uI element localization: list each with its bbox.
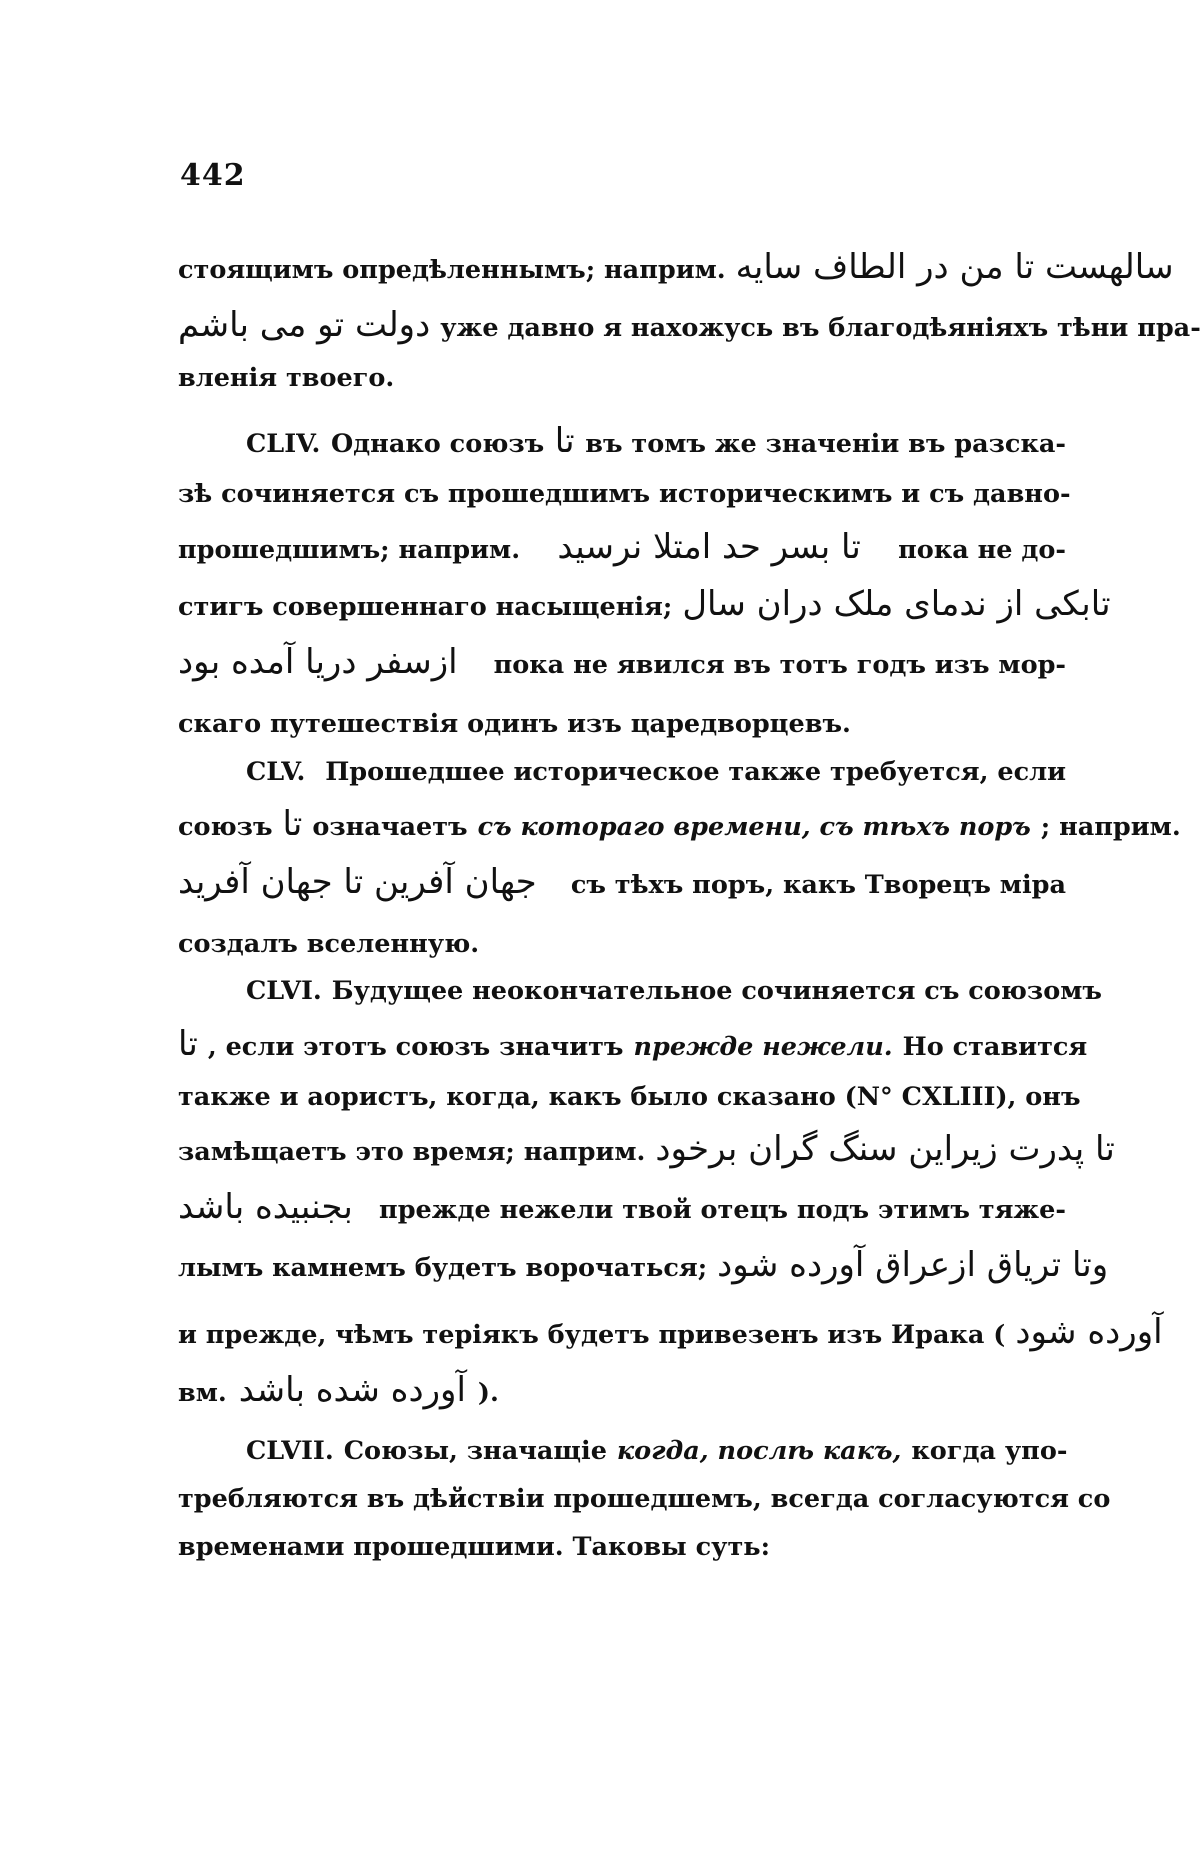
line-text: прошедшимъ; наприм. xyxy=(178,534,521,565)
line-text: когда упо- xyxy=(911,1436,1068,1467)
persian-text: ازسفر دریا آمده بود xyxy=(178,642,458,683)
section-heading: CLV. xyxy=(246,756,306,787)
persian-text: تا xyxy=(282,804,303,845)
line-text: въ томъ же значеніи въ разска- xyxy=(585,429,1066,460)
line-text: Прошедшее историческое также требуется, если xyxy=(325,756,1066,787)
persian-text: دولت تو می باشم xyxy=(178,304,431,345)
line-text: , если этотъ союзъ значитъ xyxy=(207,1031,624,1062)
text-line xyxy=(178,929,1066,960)
line-text: стигъ совершеннаго насыщенія; xyxy=(178,592,673,623)
paragraph-clv xyxy=(178,757,1066,788)
section-heading: CLIV. xyxy=(246,429,321,460)
section-heading: CLVI. xyxy=(246,976,322,1007)
line-text: Однако союзъ xyxy=(330,429,545,460)
text-line xyxy=(178,1023,1088,1065)
persian-text: تابکی از ندمای ملک دران سال xyxy=(682,584,1111,625)
persian-text: تا پدرت زیراین سنگ گران برخود xyxy=(655,1129,1115,1170)
persian-text: تا xyxy=(554,421,575,462)
text-line xyxy=(178,1483,1111,1515)
persian-text: وتا تریاق ازعراق آورده شود xyxy=(717,1244,1109,1285)
text-line xyxy=(178,642,1066,683)
persian-text: آورده شود xyxy=(1015,1311,1163,1352)
persian-text: بجنبیده باشد xyxy=(178,1187,353,1228)
persian-text: جهان آفرین تا جهان آفرید xyxy=(178,861,537,902)
text-block xyxy=(178,247,1201,1579)
line-text: и прежде, чѣмъ теріякъ будетъ привезенъ изъ Ирака ( xyxy=(178,1319,1006,1350)
line-text: означаетъ xyxy=(312,812,468,843)
persian-text: آورده شده باشد xyxy=(238,1369,466,1410)
line-text: временами прошедшими. Таковы суть: xyxy=(178,1531,770,1562)
line-text: скаго путешествія одинъ изъ царедворцевъ. xyxy=(178,708,851,739)
line-text: стоящимъ опредѣленнымъ; наприм. xyxy=(178,255,726,285)
persian-text: سالهست تا من در الطاف سایه xyxy=(735,247,1174,287)
line-text: Союзы, значащіе xyxy=(343,1436,607,1467)
section-heading: CLVII. xyxy=(246,1436,334,1467)
line-text: лымъ камнемъ будетъ ворочаться; xyxy=(178,1252,708,1283)
text-line xyxy=(178,1311,1163,1353)
line-text: пока не явился въ тотъ годъ изъ мор- xyxy=(493,650,1066,681)
italic-text: прежде нежели. xyxy=(633,1031,893,1062)
line-text: Но ставится xyxy=(902,1031,1088,1062)
line-text: создалъ вселенную. xyxy=(178,928,480,959)
italic-text: когда, послѣ какъ, xyxy=(616,1436,902,1467)
text-line xyxy=(178,1129,1115,1170)
text-line xyxy=(178,709,1066,740)
text-line xyxy=(178,527,1066,568)
paragraph-clvi xyxy=(178,976,1102,1007)
paragraph-clvii xyxy=(178,1436,1066,1467)
text-line xyxy=(178,304,1201,346)
line-text: пока не до- xyxy=(898,534,1066,565)
italic-text: съ котораго времени, съ тѣхъ поръ xyxy=(477,812,1031,843)
persian-text: تا بسر حد امتلا نرسید xyxy=(557,526,861,567)
page-number: 442 xyxy=(180,158,246,193)
text-line xyxy=(178,363,1066,394)
text-line xyxy=(178,1187,1066,1228)
text-line xyxy=(178,1081,1081,1113)
line-text: замѣщаетъ это время; наприм. xyxy=(178,1137,646,1168)
line-text: вленія твоего. xyxy=(178,362,395,393)
line-text: съ тѣхъ поръ, какъ Творецъ міра xyxy=(570,869,1066,900)
line-text: союзъ xyxy=(178,812,273,843)
text-line xyxy=(178,478,1071,510)
text-line xyxy=(178,1370,1066,1411)
paragraph-cliv xyxy=(178,421,1066,462)
text-line xyxy=(178,1532,1066,1563)
persian-text: تا xyxy=(178,1023,198,1064)
line-text: уже давно я нахожусь въ благодѣяніяхъ тѣни пра- xyxy=(440,312,1201,343)
text-line xyxy=(178,247,1174,288)
text-line xyxy=(178,1244,1109,1286)
text-line xyxy=(178,862,1066,903)
line-text: Будущее неокончательное сочиняется съ союзомъ xyxy=(331,976,1102,1007)
line-text: требляются въ дѣйствіи прошедшемъ, всегда согласуются со xyxy=(178,1483,1111,1514)
line-text: вм. xyxy=(178,1377,227,1408)
line-text: прежде нежели твой отецъ подъ этимъ тяже- xyxy=(379,1195,1066,1226)
line-text: ). xyxy=(477,1377,499,1408)
text-line xyxy=(178,804,1181,845)
line-text: ; наприм. xyxy=(1040,812,1181,843)
line-text: также и аористъ, когда, какъ было сказано (N° CXLIII), онъ xyxy=(178,1081,1081,1112)
text-line xyxy=(178,584,1111,625)
line-text: зѣ сочиняется съ прошедшимъ историческимъ и съ давно- xyxy=(178,478,1071,509)
